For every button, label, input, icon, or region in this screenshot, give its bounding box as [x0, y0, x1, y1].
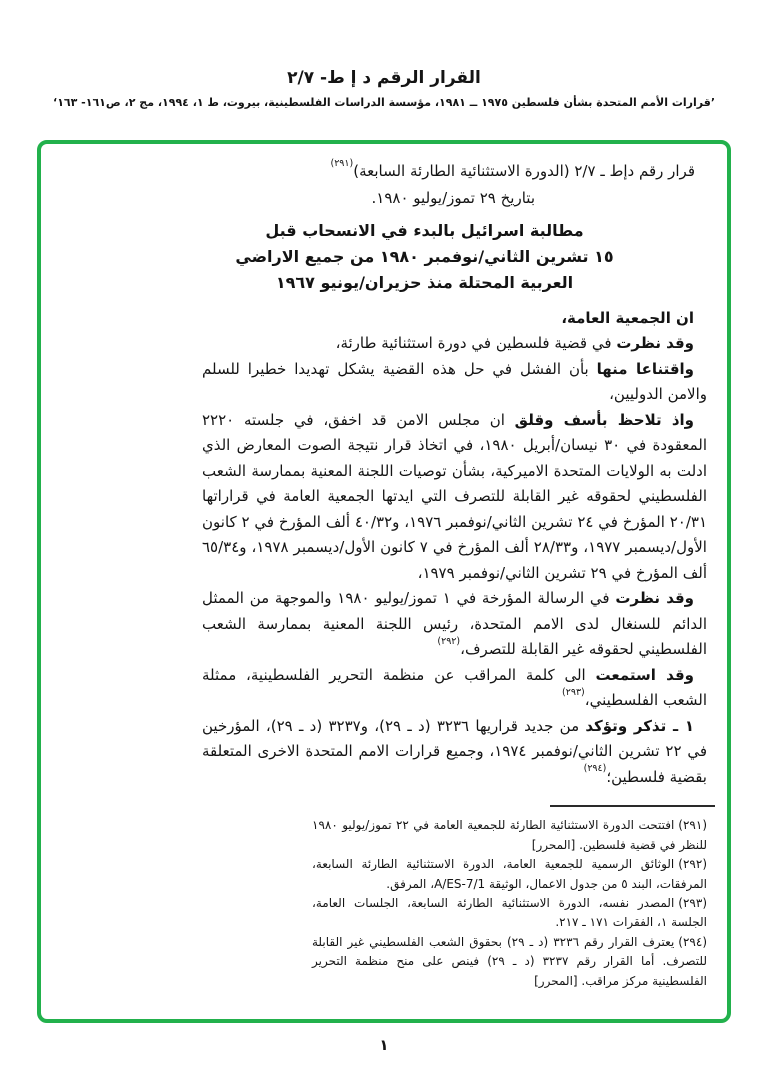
- paragraph-text: بأن الفشل في حل هذه القضية يشكل تهديدا خطيرا للسلم والامن الدوليين،: [202, 359, 707, 404]
- resolution-heading: [202, 158, 707, 212]
- footnote-text: افتتحت الدورة الاستثنائية الطارئة للجمعية العامة في ٢٢ تموز/يوليو ١٩٨٠ للنظر في قضية فلسطين. [المحرر]: [312, 818, 707, 852]
- paragraph-text: في الرسالة المؤرخة في ١ تموز/يوليو ١٩٨٠ والموجهة من الممثل الدائم للسنغال لدى الامم المتحدة، رئيس اللجنة المعنية بممارسة الشعب الفلسطيني لحقوقه غير القابلة للتصرف،: [202, 589, 707, 659]
- resolution-number-text: قرار رقم دإط ـ ٢/٧ (الدورة الاستثنائية الطارئة السابعة): [353, 162, 695, 180]
- footnote-ref: (٢٩٣): [562, 686, 585, 698]
- document-header: [0, 68, 768, 110]
- paragraph-text: ان مجلس الامن قد اخفق، في جلسته ٢٢٢٠ المعقودة في ٣٠ نيسان/أبريل ١٩٨٠، في اتخاذ قرار نتيجة الصوت المعارض الذي ادلت به الولايات المتحدة الاميركية، بشأن توصيات اللجنة المعنية بممارسة الشعب الفلسطيني لحقوقه غير القابلة للتصرف التي ايدتها الجمعية العامة في قراراتها ٢٠/٣١ المؤرخ في ٢٤ تشرين الثاني/نوفمبر ١٩٧٦، و٤٠/٣٢ ألف المؤرخ في ٢ كانون الأول/ديسمبر ١٩٧٧، و٢٨/٣٣ ألف المؤرخ في ٧ كانون الأول/ديسمبر ١٩٧٨، و٦٥/٣٤ ألف المؤرخ في ٢٩ تشرين الثاني/نوفمبر ١٩٧٩،: [202, 410, 707, 582]
- resolution-title-line: العربية المحتلة منذ حزيران/يونيو ١٩٦٧: [275, 272, 574, 292]
- footnote-text: يعترف القرار رقم ٣٢٣٦ (د ـ ٢٩) بحقوق الشعب الفلسطيني غير القابلة للتصرف. أما القرار رقم ٣٢٣٧ (د ـ ٢٩) فينص على منح منظمة التحرير الفلسطينية مركز مراقب. [المحرر]: [312, 934, 707, 988]
- paragraph: [202, 663, 707, 714]
- paragraph-lead: وقد نظرت: [615, 589, 695, 608]
- paragraph-lead: وقد استمعت: [595, 665, 694, 684]
- footnote-text: المصدر نفسه، الدورة الاستثنائية الطارئة السابعة، الجلسات العامة، الجلسة ١، الفقرات ١٧١ ـ ٢١٧.: [312, 895, 707, 930]
- footnote-number: (٢٩٤): [678, 934, 708, 949]
- document-frame: [37, 140, 731, 1023]
- paragraph: [202, 306, 707, 332]
- footnote-ref: (٢٩٢): [437, 635, 461, 647]
- resolution-content: [202, 158, 707, 991]
- footnote: [312, 816, 707, 855]
- footnote: [312, 894, 707, 933]
- resolution-title-line: ١٥ تشرين الثاني/نوفمبر ١٩٨٠ من جميع الاراضي: [235, 246, 614, 266]
- footnote-ref: (٢٩٤): [583, 763, 607, 775]
- paragraph: [202, 331, 707, 357]
- footnote: [312, 855, 707, 894]
- source-citation: ’قرارات الأمم المتحدة بشأن فلسطين ١٩٧٥ ــ ١٩٨١، مؤسسة الدراسات الفلسطينية، بيروت، ط ١، ١٩٩٤، مج ٢، ص١٦١- ١٦٣‘: [53, 96, 715, 110]
- resolution-title-line: مطالبة اسرائيل بالبدء في الانسحاب قبل: [265, 221, 584, 240]
- footnote-text: الوثائق الرسمية للجمعية العامة، الدورة الاستثنائية الطارئة السابعة، المرفقات، البند ٥ من جدول الاعمال، الوثيقة A/ES-7/1، المرفق.: [312, 857, 707, 891]
- footnotes: [312, 816, 707, 991]
- footnote-separator: [550, 805, 715, 807]
- page-title: القرار الرقم د إ ط- ٢/٧: [287, 68, 481, 88]
- footnote-number: (٢٩٢): [678, 857, 707, 872]
- paragraph-text: من جديد قراريها ٣٢٣٦ (د ـ ٢٩)، و٣٢٣٧ (د ـ ٢٩)، المؤرخين في ٢٢ تشرين الثاني/نوفمبر ١٩٧٤، وجميع قرارات الامم المتحدة الاخرى المتعلقة بقضية فلسطين؛: [202, 716, 707, 786]
- paragraph: [202, 408, 707, 587]
- resolution-number-line: [202, 158, 707, 185]
- footnote: [312, 933, 707, 991]
- resolution-date-line: بتاريخ ٢٩ تموز/يوليو ١٩٨٠.: [371, 189, 535, 207]
- resolution-body: [202, 306, 707, 791]
- paragraph-lead: ان الجمعية العامة،: [561, 308, 694, 327]
- resolution-title: [202, 218, 647, 296]
- page-number: ١: [379, 1036, 389, 1054]
- paragraph: [202, 586, 707, 663]
- paragraph: [202, 357, 707, 408]
- paragraph-lead: ١ ـ تذكر وتؤكد: [585, 716, 694, 735]
- footnote-number: (٢٩١): [678, 818, 708, 833]
- paragraph-lead: واقتناعا منها: [596, 359, 694, 378]
- paragraph: [202, 714, 707, 791]
- footnote-number: (٢٩٣): [678, 895, 707, 910]
- paragraph-lead: وقد نظرت: [616, 334, 694, 353]
- footnote-ref-291: (٢٩١): [330, 157, 354, 169]
- paragraph-text: في قضية فلسطين في دورة استثنائية طارئة،: [335, 334, 617, 353]
- paragraph-text: الى كلمة المراقب عن منظمة التحرير الفلسطينية، ممثلة الشعب الفلسطيني،: [202, 665, 707, 710]
- paragraph-lead: واذ تلاحظ بأسف وقلق: [514, 410, 695, 429]
